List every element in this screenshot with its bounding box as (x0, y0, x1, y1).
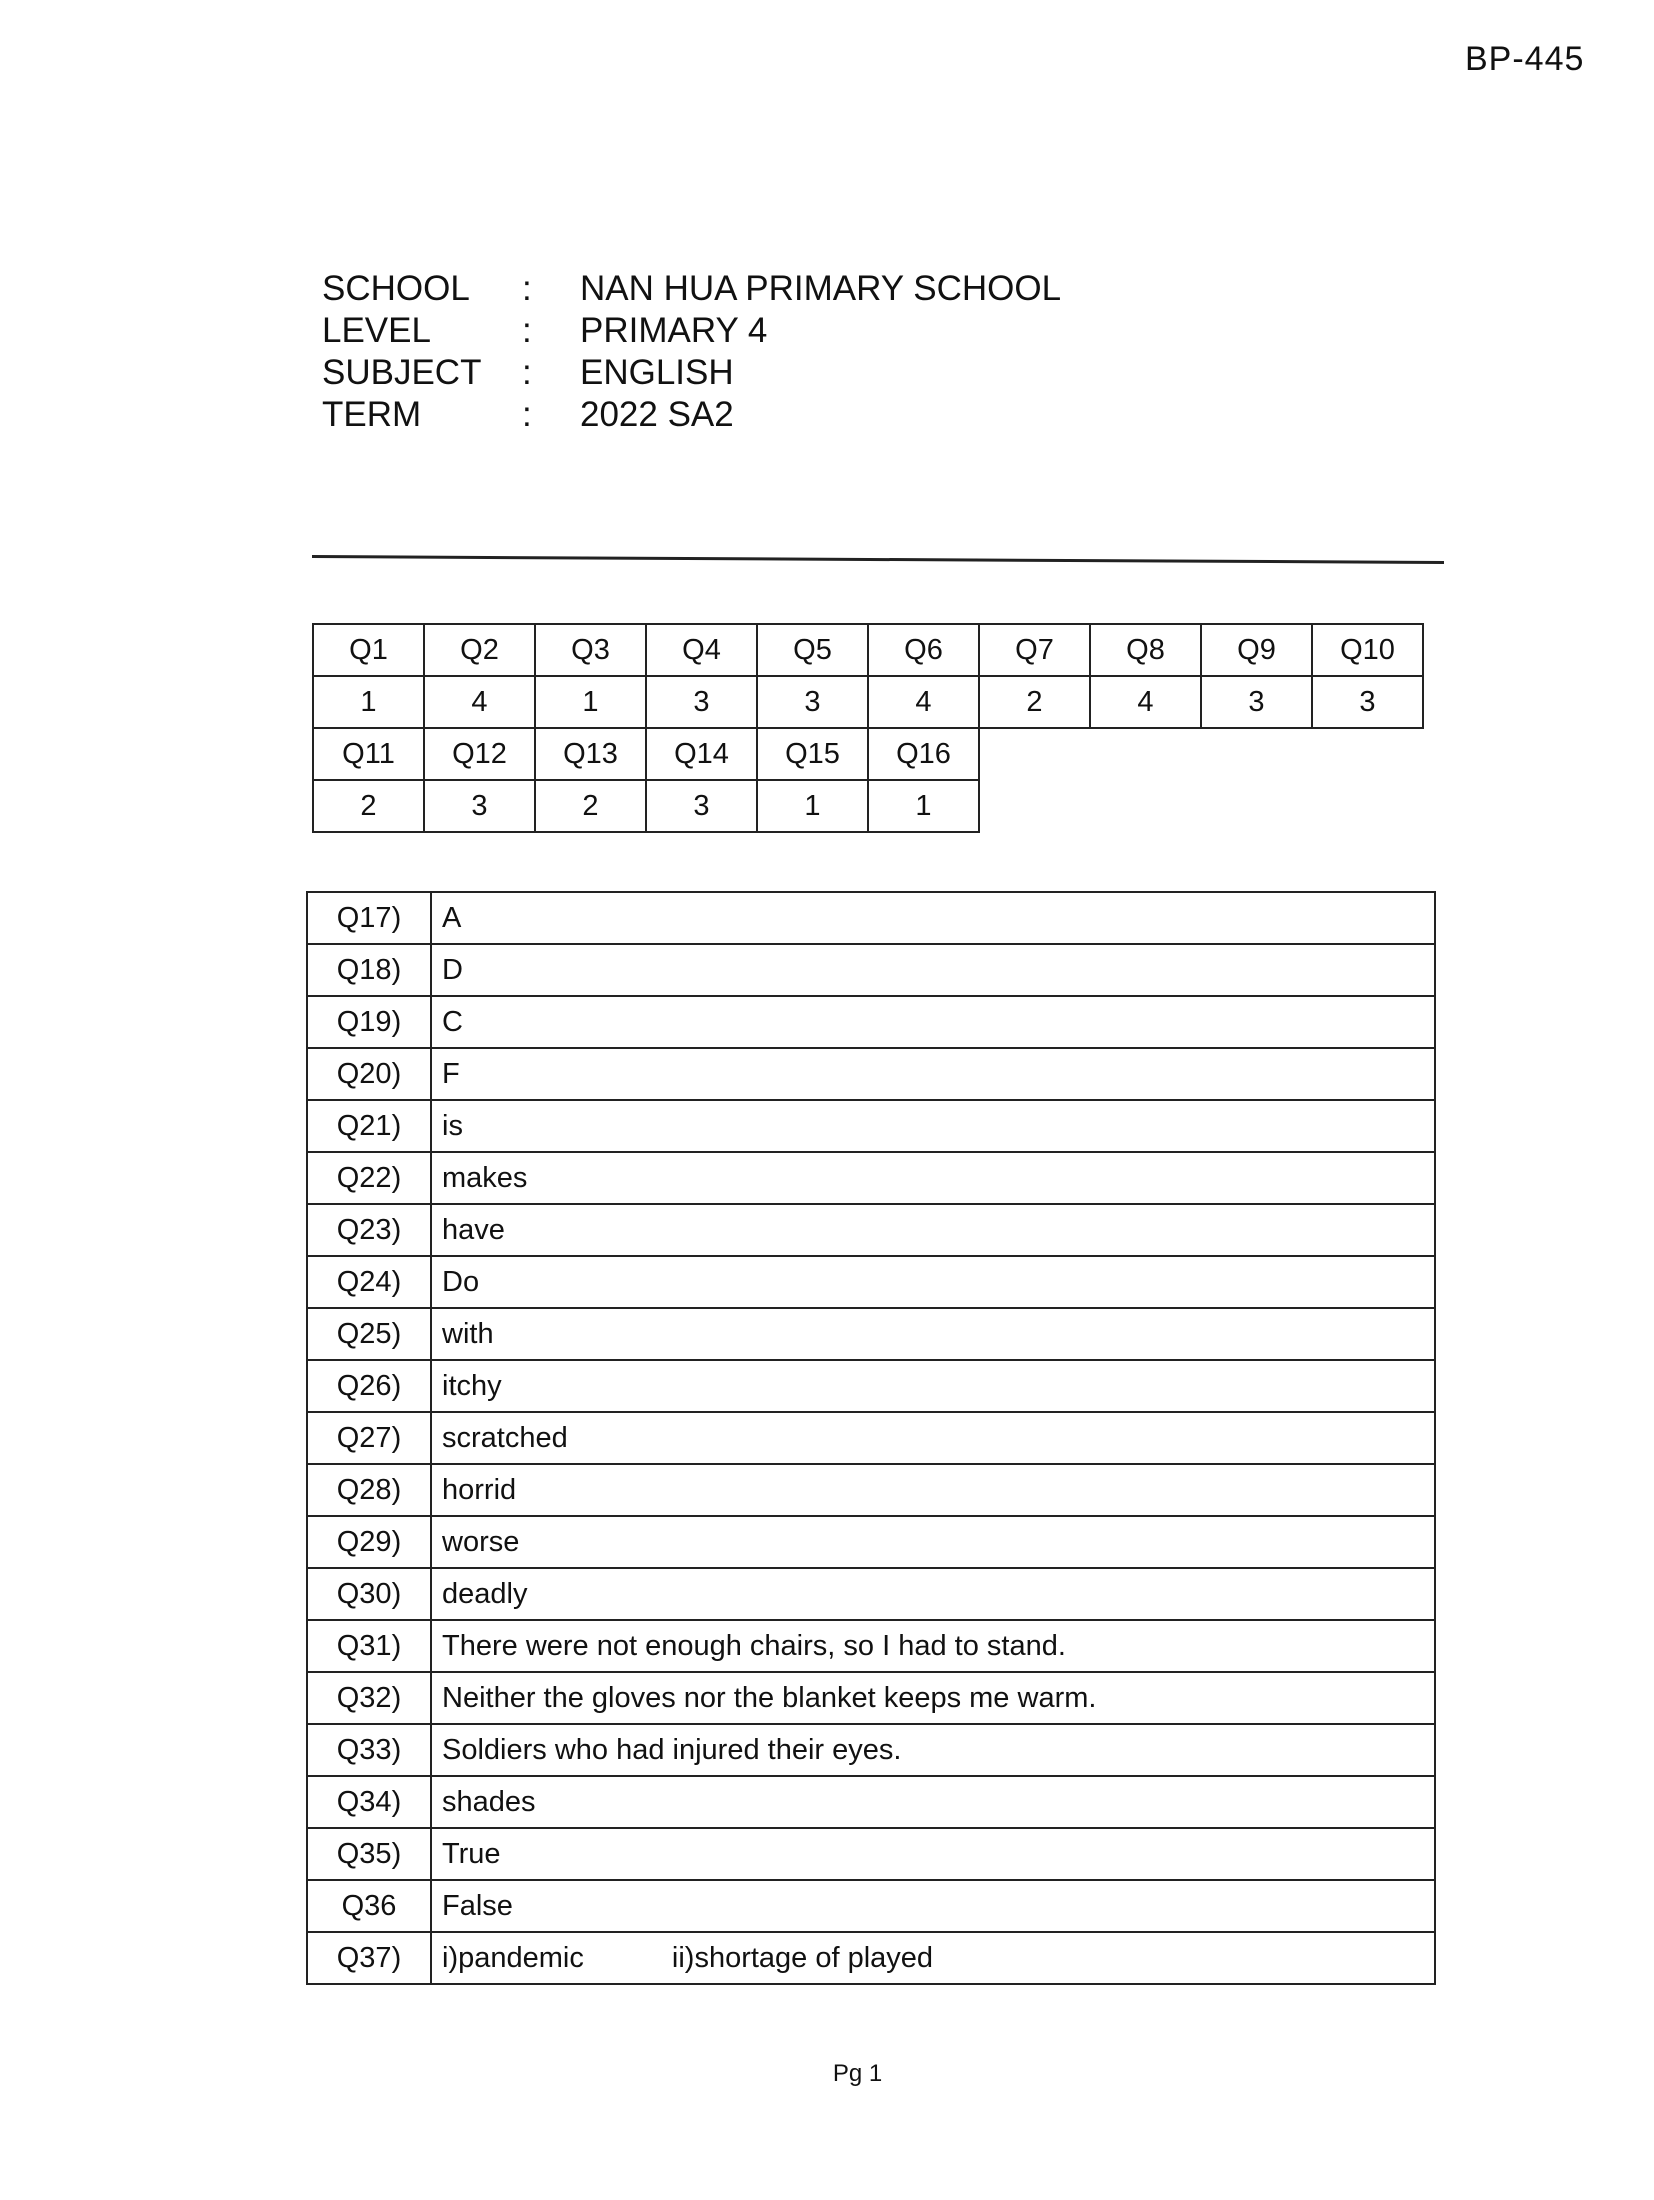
question-number: Q24) (307, 1256, 431, 1308)
mcq-answer-cell: 3 (646, 780, 757, 832)
mcq-answer-cell: 1 (535, 676, 646, 728)
mcq-question-cell: Q12 (424, 728, 535, 780)
header-colon: : (522, 269, 532, 308)
page-number: Pg 1 (832, 2060, 883, 2087)
answer-row (307, 1256, 1435, 1308)
mcq-answer-cell: 2 (979, 676, 1090, 728)
mcq-answer-cell: 3 (1312, 676, 1423, 728)
answer-text: makes (431, 1152, 1435, 1204)
empty-cell (1090, 728, 1201, 780)
header-colon: : (522, 353, 532, 392)
empty-cell (1201, 780, 1312, 832)
header-value: NAN HUA PRIMARY SCHOOL (580, 269, 1062, 308)
mcq-answer-cell: 2 (313, 780, 424, 832)
mcq-question-cell: Q10 (1312, 624, 1423, 676)
answer-text: D (431, 944, 1435, 996)
answer-row (307, 1516, 1435, 1568)
answer-row (307, 1932, 1435, 1984)
header-label: SUBJECT (322, 353, 482, 392)
question-number: Q27) (307, 1412, 431, 1464)
answer-text: worse (431, 1516, 1435, 1568)
empty-cell (1312, 728, 1423, 780)
mcq-question-cell: Q6 (868, 624, 979, 676)
mcq-question-cell: Q5 (757, 624, 868, 676)
header-value: PRIMARY 4 (580, 311, 768, 350)
header-info (322, 268, 1061, 436)
answer-row (307, 1880, 1435, 1932)
answer-row (307, 1100, 1435, 1152)
answer-text: True (431, 1828, 1435, 1880)
question-number: Q34) (307, 1776, 431, 1828)
answer-row (307, 1672, 1435, 1724)
mcq-question-cell: Q9 (1201, 624, 1312, 676)
answer-row (307, 996, 1435, 1048)
answer-row (307, 892, 1435, 944)
answer-text: C (431, 996, 1435, 1048)
mcq-answer-table (312, 623, 1424, 833)
header-label: SCHOOL (322, 269, 470, 308)
answer-text: Neither the gloves nor the blanket keeps me warm. (431, 1672, 1435, 1724)
answer-text-part-2: ii)shortage of played (671, 1941, 934, 1974)
header-row-subject (322, 352, 1061, 394)
answer-row (307, 1308, 1435, 1360)
header-colon: : (522, 311, 532, 350)
mcq-question-cell: Q15 (757, 728, 868, 780)
header-value: 2022 SA2 (580, 395, 734, 434)
mcq-answer-row (313, 676, 1423, 728)
answer-text: False (431, 1880, 1435, 1932)
question-number: Q19) (307, 996, 431, 1048)
answer-row (307, 1620, 1435, 1672)
mcq-answer-cell: 1 (757, 780, 868, 832)
empty-cell (1090, 780, 1201, 832)
mcq-question-cell: Q7 (979, 624, 1090, 676)
answer-row (307, 1360, 1435, 1412)
mcq-question-cell: Q16 (868, 728, 979, 780)
question-number: Q23) (307, 1204, 431, 1256)
answer-row (307, 1412, 1435, 1464)
header-row-level (322, 310, 1061, 352)
question-number: Q22) (307, 1152, 431, 1204)
mcq-question-cell: Q2 (424, 624, 535, 676)
question-number: Q32) (307, 1672, 431, 1724)
question-number: Q26) (307, 1360, 431, 1412)
header-label: LEVEL (322, 311, 431, 350)
mcq-answer-cell: 3 (757, 676, 868, 728)
question-number: Q37) (307, 1932, 431, 1984)
question-number: Q36 (307, 1880, 431, 1932)
question-number: Q30) (307, 1568, 431, 1620)
mcq-question-cell: Q11 (313, 728, 424, 780)
answer-row (307, 1048, 1435, 1100)
question-number: Q35) (307, 1828, 431, 1880)
empty-cell (979, 780, 1090, 832)
mcq-question-row (313, 728, 1423, 780)
header-row-school (322, 268, 1061, 310)
answer-text: scratched (431, 1412, 1435, 1464)
question-number: Q29) (307, 1516, 431, 1568)
answer-text: deadly (431, 1568, 1435, 1620)
answer-text: A (431, 892, 1435, 944)
question-number: Q20) (307, 1048, 431, 1100)
question-number: Q33) (307, 1724, 431, 1776)
answer-text: F (431, 1048, 1435, 1100)
question-number: Q17) (307, 892, 431, 944)
answer-text: horrid (431, 1464, 1435, 1516)
document-code: BP-445 (1465, 40, 1585, 78)
answer-text: Do (431, 1256, 1435, 1308)
mcq-answer-cell: 4 (868, 676, 979, 728)
empty-cell (1201, 728, 1312, 780)
question-number: Q21) (307, 1100, 431, 1152)
mcq-question-row (313, 624, 1423, 676)
answer-row (307, 1724, 1435, 1776)
mcq-question-cell: Q4 (646, 624, 757, 676)
mcq-answer-cell: 4 (424, 676, 535, 728)
answer-row (307, 1204, 1435, 1256)
mcq-answer-cell: 1 (313, 676, 424, 728)
answer-row (307, 1152, 1435, 1204)
mcq-question-cell: Q14 (646, 728, 757, 780)
answer-text: have (431, 1204, 1435, 1256)
mcq-answer-cell: 4 (1090, 676, 1201, 728)
empty-cell (1312, 780, 1423, 832)
mcq-answer-cell: 1 (868, 780, 979, 832)
header-colon: : (522, 395, 532, 434)
answer-text: with (431, 1308, 1435, 1360)
mcq-answer-cell: 3 (646, 676, 757, 728)
question-number: Q31) (307, 1620, 431, 1672)
mcq-question-cell: Q3 (535, 624, 646, 676)
answer-row (307, 1568, 1435, 1620)
question-number: Q28) (307, 1464, 431, 1516)
answer-cell (431, 1932, 1435, 1984)
header-value: ENGLISH (580, 353, 734, 392)
empty-cell (979, 728, 1090, 780)
open-ended-answer-table (306, 891, 1436, 1985)
answer-row (307, 1828, 1435, 1880)
mcq-question-cell: Q8 (1090, 624, 1201, 676)
divider-line (312, 555, 1444, 564)
answer-text: shades (431, 1776, 1435, 1828)
answer-text: There were not enough chairs, so I had to stand. (431, 1620, 1435, 1672)
mcq-answer-cell: 2 (535, 780, 646, 832)
mcq-question-cell: Q13 (535, 728, 646, 780)
answer-row (307, 1776, 1435, 1828)
mcq-answer-row (313, 780, 1423, 832)
header-row-term (322, 394, 1061, 436)
mcq-answer-cell: 3 (1201, 676, 1312, 728)
answer-text: Soldiers who had injured their eyes. (431, 1724, 1435, 1776)
question-number: Q18) (307, 944, 431, 996)
header-label: TERM (322, 395, 422, 434)
answer-text: is (431, 1100, 1435, 1152)
answer-text: i)pandemic (442, 1941, 584, 1974)
mcq-answer-cell: 3 (424, 780, 535, 832)
answer-row (307, 1464, 1435, 1516)
question-number: Q25) (307, 1308, 431, 1360)
answer-text: itchy (431, 1360, 1435, 1412)
mcq-question-cell: Q1 (313, 624, 424, 676)
answer-row (307, 944, 1435, 996)
